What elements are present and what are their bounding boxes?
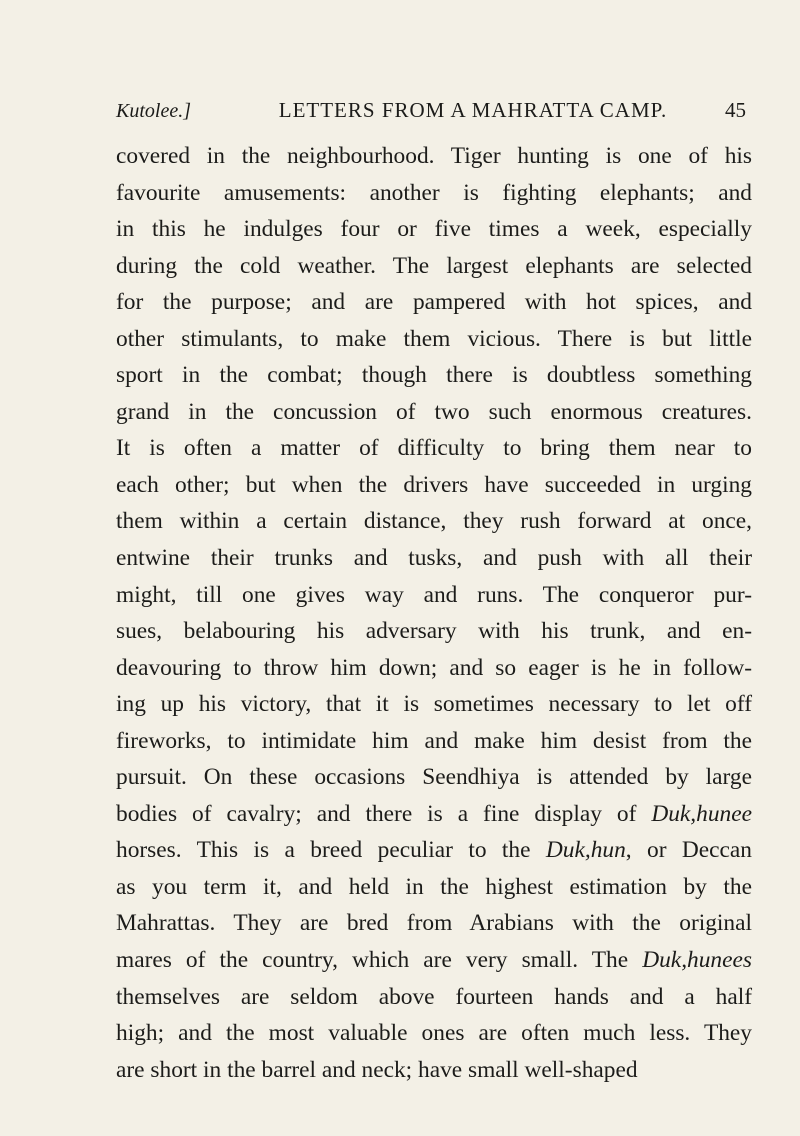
- text-run: bodies of cavalry; and there is a fine display of: [116, 800, 652, 827]
- text-run: fireworks, to intimidate him and make him desist from the: [116, 727, 752, 754]
- running-head-section: Kutolee.]: [116, 100, 191, 122]
- text-line: [116, 1052, 752, 1089]
- text-line: [116, 540, 752, 577]
- text-run: sues, belabouring his adversary with his trunk, and en-: [116, 618, 752, 645]
- text-run: are short in the barrel and neck; have small well-shaped: [116, 1056, 638, 1083]
- italic-term: Duk,hun: [545, 837, 626, 864]
- text-line: [116, 613, 752, 650]
- text-line: [116, 979, 752, 1016]
- text-line: [116, 942, 752, 979]
- text-line: [116, 175, 752, 212]
- text-run: favourite amusements: another is fighting elephants; and: [116, 179, 752, 206]
- text-run: each other; but when the drivers have succeeded in urging: [116, 471, 752, 498]
- text-line: [116, 869, 752, 906]
- text-line: [116, 832, 752, 869]
- text-line: [116, 723, 752, 760]
- text-run: high; and the most valuable ones are often much less. They: [116, 1020, 752, 1047]
- text-run: mares of the country, which are very small. The: [116, 947, 643, 974]
- text-line: [116, 796, 752, 833]
- text-line: [116, 394, 752, 431]
- text-line: [116, 467, 752, 504]
- text-run: , or Deccan: [625, 837, 752, 864]
- text-run: during the cold weather. The largest elephants are selected: [116, 252, 752, 279]
- text-run: sport in the combat; though there is doubtless something: [116, 362, 752, 389]
- text-run: It is often a matter of difficulty to bring them near to: [116, 435, 752, 462]
- text-line: [116, 577, 752, 614]
- running-head: [116, 98, 746, 128]
- text-run: entwine their trunks and tusks, and push with all their: [116, 545, 752, 572]
- text-line: [116, 248, 752, 285]
- text-line: [116, 503, 752, 540]
- text-run: other stimulants, to make them vicious. There is but little: [116, 325, 752, 352]
- page-number: 45: [724, 98, 746, 122]
- text-run: grand in the concussion of two such enormous creatures.: [116, 398, 752, 425]
- text-run: might, till one gives way and runs. The conqueror pur-: [116, 581, 752, 608]
- text-run: deavouring to throw him down; and so eager is he in follow-: [116, 654, 752, 681]
- text-run: as you term it, and held in the highest estimation by the: [116, 873, 752, 900]
- text-line: [116, 284, 752, 321]
- text-run: them within a certain distance, they rush forward at once,: [116, 508, 752, 535]
- text-line: [116, 357, 752, 394]
- italic-term: Duk,hunees: [642, 947, 752, 974]
- text-line: [116, 1015, 752, 1052]
- text-run: for the purpose; and are pampered with hot spices, and: [116, 289, 752, 316]
- text-run: ing up his victory, that it is sometimes necessary to let off: [116, 691, 752, 718]
- italic-term: Duk,hunee: [651, 800, 752, 827]
- text-line: [116, 759, 752, 796]
- text-run: pursuit. On these occasions Seendhiya is attended by large: [116, 764, 752, 791]
- text-line: [116, 905, 752, 942]
- text-run: horses. This is a breed peculiar to the: [116, 837, 546, 864]
- text-run: covered in the neighbourhood. Tiger hunting is one of his: [116, 143, 752, 169]
- running-head-title: LETTERS FROM A MAHRATTA CAMP.: [278, 98, 668, 122]
- text-line: [116, 138, 752, 175]
- text-line: [116, 650, 752, 687]
- text-run: Mahrattas. They are bred from Arabians with the original: [116, 910, 752, 937]
- body-text: [116, 138, 752, 1088]
- text-run: in this he indulges four or five times a week, especially: [116, 216, 752, 243]
- text-line: [116, 321, 752, 358]
- text-line: [116, 211, 752, 248]
- text-run: themselves are seldom above fourteen hands and a half: [116, 983, 752, 1010]
- text-line: [116, 430, 752, 467]
- text-line: [116, 686, 752, 723]
